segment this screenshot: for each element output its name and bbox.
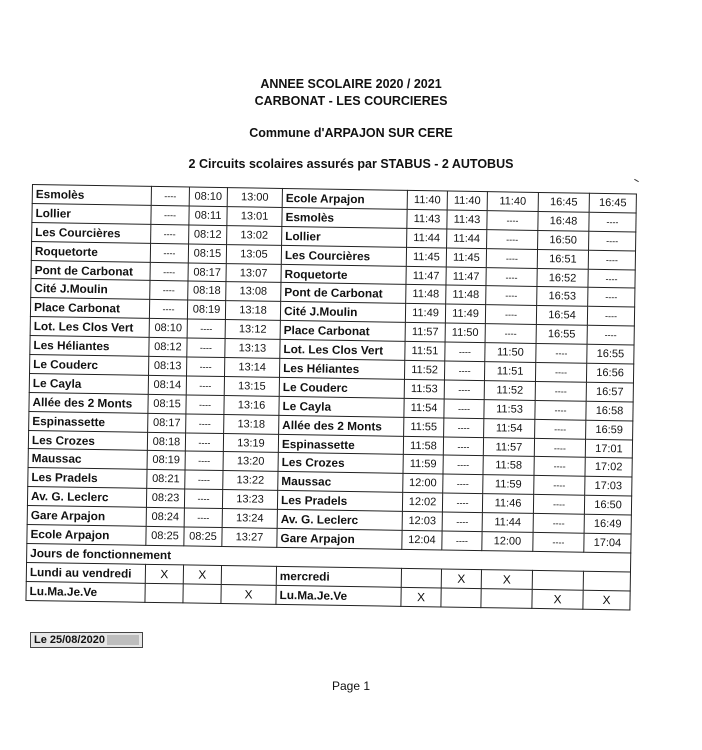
time-cell: 08:14 — [148, 375, 186, 394]
date-stamp — [30, 632, 143, 648]
time-cell: ---- — [151, 186, 189, 205]
time-cell: 13:23 — [222, 490, 277, 510]
time-cell: 08:25 — [146, 526, 184, 545]
stop-name: Les Courcières — [32, 222, 151, 243]
time-cell: 17:04 — [584, 533, 631, 553]
time-cell: ---- — [184, 489, 222, 508]
time-cell: 16:51 — [537, 249, 588, 269]
time-cell: ---- — [534, 476, 585, 496]
day-mark: X — [481, 569, 532, 589]
time-cell: 11:53 — [484, 399, 535, 419]
time-cell: ---- — [486, 248, 537, 268]
jours-label: Jours de fonctionnement — [27, 543, 631, 571]
days-label: mercredi — [276, 566, 401, 587]
stop-name: Av. G. Leclerc — [27, 487, 146, 508]
time-cell: 11:52 — [484, 381, 535, 401]
time-cell: 16:52 — [537, 268, 588, 288]
time-cell: 12:04 — [402, 530, 442, 550]
time-cell: ---- — [151, 224, 189, 243]
time-cell: ---- — [149, 300, 187, 319]
days-label: Lu.Ma.Je.Ve — [276, 585, 401, 606]
circuits-title: 2 Circuits scolaires assurés par STABUS - 2 AUTOBUS — [188, 157, 514, 171]
stop-name: Esmolès — [282, 207, 407, 228]
stop-name: Pont de Carbonat — [31, 260, 150, 281]
time-cell: 13:15 — [224, 376, 279, 396]
time-cell: ---- — [487, 211, 538, 231]
stamp-smudge — [107, 635, 139, 645]
day-mark — [481, 588, 532, 608]
scan-mark — [634, 179, 639, 182]
time-cell: ---- — [533, 514, 584, 534]
time-cell: 16:57 — [586, 382, 633, 402]
time-cell: ---- — [535, 362, 586, 382]
time-cell: 08:21 — [147, 470, 185, 489]
time-cell: 11:45 — [406, 247, 446, 267]
time-cell: ---- — [444, 380, 484, 400]
time-cell: ---- — [150, 262, 188, 281]
stop-name: Le Couderc — [279, 377, 404, 398]
time-cell: 11:58 — [403, 436, 443, 456]
time-cell: 08:10 — [149, 319, 187, 338]
day-mark — [145, 583, 183, 602]
time-cell: 08:11 — [189, 206, 227, 225]
stop-name: Ecole Arpajon — [27, 524, 146, 545]
day-mark — [221, 565, 276, 585]
time-cell: 11:43 — [447, 210, 487, 230]
time-cell: ---- — [589, 212, 636, 232]
day-mark: X — [221, 584, 276, 604]
time-cell: ---- — [534, 438, 585, 458]
day-mark — [401, 568, 441, 588]
time-cell: 11:50 — [445, 323, 485, 343]
time-cell: 16:49 — [584, 514, 631, 534]
time-cell: 11:44 — [482, 513, 533, 533]
time-cell: ---- — [487, 229, 538, 249]
time-cell: ---- — [186, 376, 224, 395]
time-cell: ---- — [150, 281, 188, 300]
time-cell: ---- — [485, 324, 536, 344]
time-cell: 12:00 — [403, 474, 443, 494]
time-cell: 12:02 — [402, 493, 442, 513]
stop-name: Les Crozes — [28, 430, 147, 451]
time-cell: ---- — [445, 342, 485, 362]
time-cell: ---- — [187, 319, 225, 338]
time-cell: 11:49 — [445, 304, 485, 324]
time-cell: 16:48 — [538, 211, 589, 231]
stop-name: Gare Arpajon — [277, 528, 402, 549]
time-cell: 11:53 — [404, 379, 444, 399]
stop-name: Gare Arpajon — [27, 506, 146, 527]
stop-name: Maussac — [278, 472, 403, 493]
time-cell: 13:08 — [226, 282, 281, 302]
time-cell: 08:17 — [148, 413, 186, 432]
time-cell: 13:14 — [225, 358, 280, 378]
stop-name: Ecole Arpajon — [282, 188, 407, 209]
time-cell: 11:43 — [407, 209, 447, 229]
time-cell: 11:49 — [405, 304, 445, 324]
time-cell: ---- — [485, 305, 536, 325]
time-cell: 13:01 — [227, 206, 282, 226]
time-cell: 11:47 — [446, 267, 486, 287]
stop-name: Le Couderc — [30, 355, 149, 376]
day-mark: X — [145, 564, 183, 583]
time-cell: 11:58 — [483, 456, 534, 476]
stop-name: Place Carbonat — [30, 298, 149, 319]
time-cell: ---- — [442, 531, 482, 551]
day-mark: X — [183, 565, 221, 584]
time-cell: 08:19 — [147, 451, 185, 470]
time-cell: 11:55 — [404, 417, 444, 437]
stop-name: Les Crozes — [278, 453, 403, 474]
time-cell: ---- — [588, 250, 635, 270]
time-cell: ---- — [442, 493, 482, 513]
time-cell: 11:54 — [484, 418, 535, 438]
time-cell: 16:55 — [587, 344, 634, 364]
time-cell: ---- — [186, 414, 224, 433]
time-cell: 11:57 — [483, 437, 534, 457]
time-cell: 13:00 — [227, 188, 282, 208]
day-mark — [183, 584, 221, 603]
time-cell: ---- — [444, 399, 484, 419]
stop-name: Allée des 2 Monts — [29, 392, 148, 413]
time-cell: ---- — [533, 532, 584, 552]
time-cell: ---- — [184, 508, 222, 527]
time-cell: 13:22 — [223, 471, 278, 491]
time-cell: ---- — [186, 395, 224, 414]
time-cell: 16:56 — [586, 363, 633, 383]
time-cell: ---- — [443, 455, 483, 475]
time-cell: 11:45 — [446, 248, 486, 268]
time-cell: 16:50 — [584, 495, 631, 515]
stop-name: Cité J.Moulin — [31, 279, 150, 300]
time-cell: 08:17 — [188, 263, 226, 282]
time-cell: 17:03 — [585, 477, 632, 497]
stop-name: Les Courcières — [281, 245, 406, 266]
stop-name: Maussac — [28, 449, 147, 470]
time-cell: 11:51 — [405, 342, 445, 362]
stop-name: Allée des 2 Monts — [279, 415, 404, 436]
time-cell: ---- — [442, 512, 482, 532]
time-cell: 13:12 — [225, 320, 280, 340]
time-cell: 11:44 — [447, 229, 487, 249]
time-cell: 08:13 — [149, 356, 187, 375]
time-cell: ---- — [589, 231, 636, 251]
commune-title: Commune d'ARPAJON SUR CERE — [249, 126, 453, 140]
time-cell: 08:15 — [188, 244, 226, 263]
time-cell: 11:47 — [406, 266, 446, 286]
time-cell: 13:18 — [224, 414, 279, 434]
time-cell: 13:18 — [225, 301, 280, 321]
stop-name: Cité J.Moulin — [280, 302, 405, 323]
time-cell: ---- — [486, 267, 537, 287]
time-cell: ---- — [444, 361, 484, 381]
school-year-title: ANNEE SCOLAIRE 2020 / 2021 — [260, 77, 442, 91]
time-cell: ---- — [187, 338, 225, 357]
time-cell: 16:45 — [589, 193, 636, 213]
time-cell: 11:40 — [407, 190, 447, 210]
time-cell: ---- — [185, 433, 223, 452]
day-mark: X — [532, 589, 583, 609]
time-cell: 13:02 — [227, 225, 282, 245]
time-cell: 08:10 — [189, 187, 227, 206]
days-label: Lu.Ma.Je.Ve — [26, 581, 145, 602]
time-cell: ---- — [443, 437, 483, 457]
time-cell: 13:05 — [226, 244, 281, 264]
time-cell: ---- — [588, 288, 635, 308]
route-title: CARBONAT - LES COURCIERES — [254, 94, 448, 108]
page-number: Page 1 — [331, 679, 371, 693]
time-cell: ---- — [535, 400, 586, 420]
time-cell: 13:16 — [224, 395, 279, 415]
time-cell: 08:15 — [148, 394, 186, 413]
schedule-table — [25, 184, 636, 610]
stop-name: Esmolès — [32, 185, 151, 206]
stop-name: Le Cayla — [29, 373, 148, 394]
date-stamp-text: Le 25/08/2020 — [34, 634, 105, 646]
time-cell: 16:54 — [536, 306, 587, 326]
time-cell: 11:54 — [404, 398, 444, 418]
time-cell: 12:00 — [482, 532, 533, 552]
day-mark: X — [401, 587, 441, 607]
time-cell: 13:20 — [223, 452, 278, 472]
time-cell: 17:01 — [585, 439, 632, 459]
time-cell: 17:02 — [585, 458, 632, 478]
days-label: Lundi au vendredi — [26, 562, 145, 583]
time-cell: ---- — [535, 381, 586, 401]
time-cell: 13:19 — [223, 433, 278, 453]
stop-name: Le Cayla — [279, 396, 404, 417]
stop-name: Place Carbonat — [280, 321, 405, 342]
stop-name: Espinassette — [278, 434, 403, 455]
time-cell: ---- — [587, 325, 634, 345]
time-cell: 11:52 — [404, 360, 444, 380]
time-cell: 16:58 — [586, 401, 633, 421]
time-cell: 11:46 — [482, 494, 533, 514]
time-cell: 12:03 — [402, 511, 442, 531]
time-cell: ---- — [535, 419, 586, 439]
time-cell: 16:53 — [537, 287, 588, 307]
time-cell: 13:27 — [222, 528, 277, 548]
time-cell: 08:25 — [184, 527, 222, 546]
stop-name: Les Héliantes — [279, 358, 404, 379]
time-cell: 11:48 — [406, 285, 446, 305]
time-cell: 11:57 — [405, 323, 445, 343]
stop-name: Les Pradels — [277, 491, 402, 512]
time-cell: 11:51 — [484, 362, 535, 382]
time-cell: 11:59 — [403, 455, 443, 475]
stop-name: Lot. Les Clos Vert — [280, 340, 405, 361]
time-cell: 13:13 — [225, 339, 280, 359]
time-cell: 13:24 — [222, 509, 277, 529]
time-cell: 11:50 — [485, 343, 536, 363]
stop-name: Roquetorte — [31, 241, 150, 262]
time-cell: 08:23 — [146, 489, 184, 508]
time-cell: 11:48 — [446, 285, 486, 305]
time-cell: ---- — [536, 344, 587, 364]
time-cell: ---- — [151, 205, 189, 224]
time-cell: ---- — [150, 243, 188, 262]
time-cell: ---- — [444, 418, 484, 438]
time-cell: 08:19 — [187, 300, 225, 319]
time-cell: 13:07 — [226, 263, 281, 283]
time-cell: ---- — [185, 470, 223, 489]
time-cell: ---- — [534, 457, 585, 477]
time-cell: 11:40 — [447, 191, 487, 211]
time-cell: 11:40 — [487, 192, 538, 212]
time-cell: ---- — [185, 451, 223, 470]
time-cell: 08:12 — [149, 337, 187, 356]
time-cell: ---- — [486, 286, 537, 306]
time-cell: 11:59 — [483, 475, 534, 495]
time-cell: 08:18 — [147, 432, 185, 451]
time-cell: 16:59 — [586, 420, 633, 440]
day-mark — [441, 588, 481, 608]
day-mark: X — [583, 590, 630, 610]
stop-name: Pont de Carbonat — [281, 283, 406, 304]
time-cell: 16:45 — [538, 192, 589, 212]
stop-name: Lot. Les Clos Vert — [30, 317, 149, 338]
time-cell: 16:50 — [538, 230, 589, 250]
time-cell: 08:18 — [188, 281, 226, 300]
time-cell: ---- — [443, 474, 483, 494]
stop-name: Lollier — [32, 203, 151, 224]
time-cell: ---- — [533, 495, 584, 515]
day-mark — [583, 571, 630, 591]
stop-name: Espinassette — [29, 411, 148, 432]
time-cell: 08:12 — [189, 225, 227, 244]
stop-name: Lollier — [282, 226, 407, 247]
time-cell: 16:55 — [536, 325, 587, 345]
stop-name: Les Héliantes — [30, 336, 149, 357]
time-cell: ---- — [587, 307, 634, 327]
stop-name: Roquetorte — [281, 264, 406, 285]
day-mark — [532, 570, 583, 590]
time-cell: ---- — [187, 357, 225, 376]
stop-name: Av. G. Leclerc — [277, 510, 402, 531]
day-mark: X — [441, 569, 481, 589]
stop-name: Les Pradels — [28, 468, 147, 489]
time-cell: ---- — [588, 269, 635, 289]
time-cell: 08:24 — [146, 507, 184, 526]
time-cell: 11:44 — [407, 228, 447, 248]
